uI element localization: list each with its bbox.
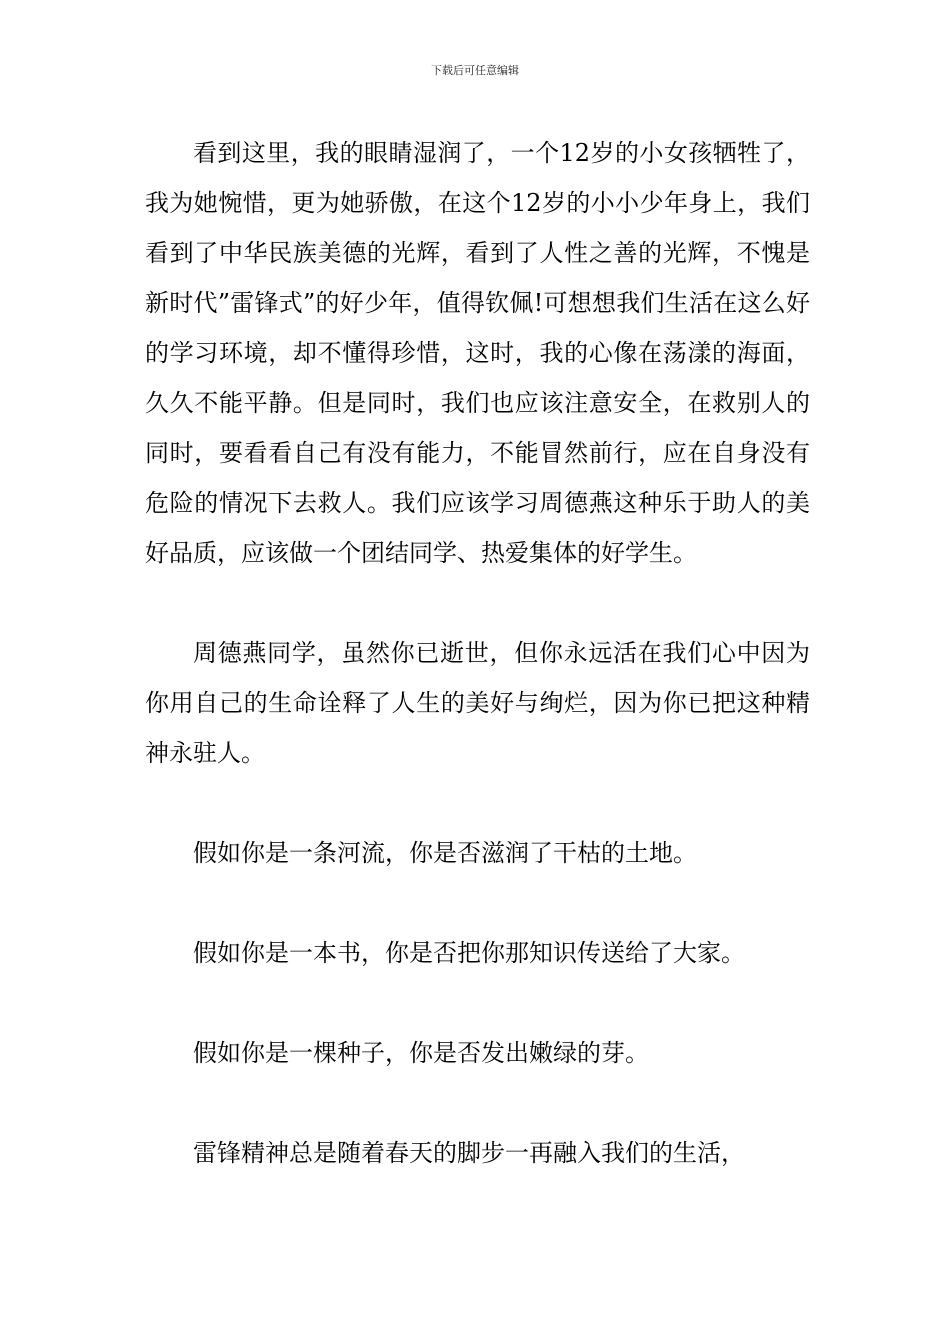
paragraph-tribute: 周德燕同学，虽然你已逝世，但你永远活在我们心中因为你用自己的生命诠释了人生的美好与绚烂，因为你已把这种精神永驻人。 (145, 639, 810, 767)
paragraph-gap (145, 878, 810, 928)
paragraph-gap (145, 1078, 810, 1128)
paragraph-seed: 假如你是一棵种子，你是否发出嫩绿的芽。 (193, 1039, 649, 1067)
document-body (145, 128, 810, 1178)
paragraph-gap (145, 778, 810, 828)
paragraph-book: 假如你是一本书，你是否把你那知识传送给了大家。 (193, 939, 745, 967)
page-header: 下载后可任意编辑 (431, 64, 519, 77)
paragraph-lei-feng: 雷锋精神总是随着春天的脚步一再融入我们的生活， (193, 1139, 745, 1167)
paragraph-gap (145, 978, 810, 1028)
paragraph-river: 假如你是一条河流，你是否滋润了干枯的土地。 (193, 839, 697, 867)
paragraph-reflection: 看到这里，我的眼睛湿润了，一个12岁的小女孩牺牲了，我为她惋惜，更为她骄傲，在这个12岁的小小少年身上，我们看到了中华民族美德的光辉，看到了人性之善的光辉，不愧是新时代”雷锋式”的好少年，值得钦佩!可想想我们生活在这么好的学习环境，却不懂得珍惜，这时，我的心像在荡漾的海面，久久不能平静。但是同时，我们也应该注意安全，在救别人的同时，要看看自己有没有能力，不能冒然前行，应在自身没有危险的情况下去救人。我们应该学习周德燕这种乐于助人的美好品质，应该做一个团结同学、热爱集体的好学生。 (145, 139, 810, 567)
paragraph-gap (145, 578, 810, 628)
